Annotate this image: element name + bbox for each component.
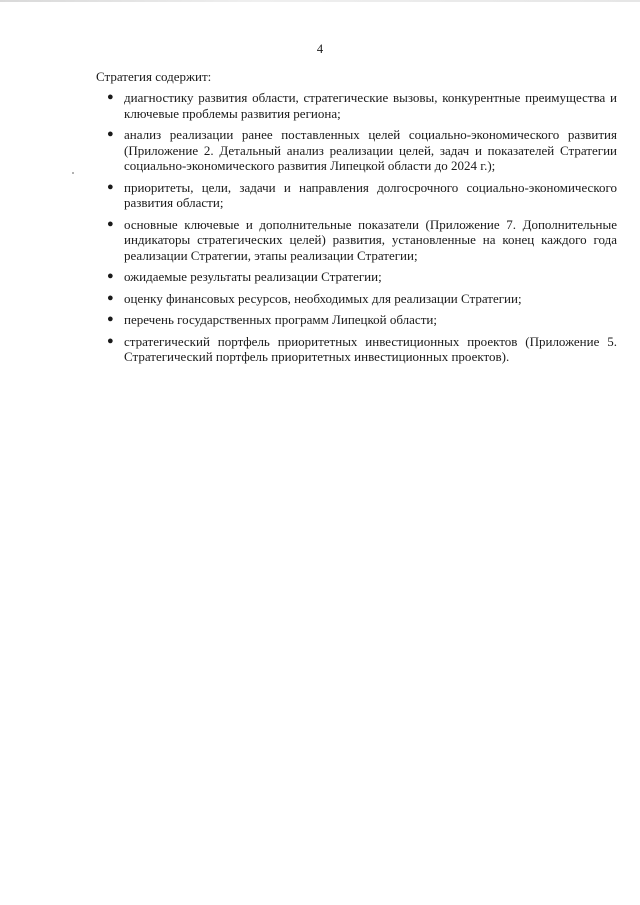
list-item xyxy=(107,217,617,264)
list-item-text: анализ реализации ранее поставленных целей социально-экономического развития (Приложение 2. Детальный анализ реализации целей, задач и показателей Стратегии социально-экономического развития Липецкой области до 2024 г.); xyxy=(124,127,617,173)
intro-text: Стратегия содержит: xyxy=(96,69,212,84)
list-item xyxy=(107,312,617,328)
scan-top-edge xyxy=(0,0,640,2)
list-item xyxy=(107,180,617,211)
list-item-text: оценку финансовых ресурсов, необходимых для реализации Стратегии; xyxy=(124,290,522,306)
bullet-icon: ● xyxy=(107,313,114,325)
bullet-icon: ● xyxy=(107,291,114,304)
list-item xyxy=(107,269,617,285)
page-number: 4 xyxy=(316,42,324,56)
list-item xyxy=(107,291,617,307)
strategy-contents-list xyxy=(107,90,617,371)
bullet-icon: ● xyxy=(107,334,114,347)
list-item-text: приоритеты, цели, задачи и направления долгосрочного социально-экономического развития области; xyxy=(124,179,617,210)
list-item-text: диагностику развития области, стратегические вызовы, конкурентные преимущества и ключевые проблемы развития региона; xyxy=(124,90,617,121)
list-item-text: перечень государственных программ Липецкой области; xyxy=(124,312,437,327)
list-item-text: основные ключевые и дополнительные показатели (Приложение 7. Дополнительные индикаторы стратегических целей) развития, установленные на конец каждого года реализации Стратегии, этапы реализации Стратегии; xyxy=(124,216,617,263)
scan-speck xyxy=(72,172,74,174)
list-item xyxy=(107,90,617,121)
list-item xyxy=(107,334,617,365)
bullet-icon: ● xyxy=(107,270,114,282)
bullet-icon: ● xyxy=(107,128,114,140)
list-item xyxy=(107,127,617,174)
bullet-icon: ● xyxy=(107,217,114,230)
bullet-icon: ● xyxy=(107,180,114,193)
list-item-text: ожидаемые результаты реализации Стратегии; xyxy=(124,269,382,284)
list-item-text: стратегический портфель приоритетных инвестиционных проектов (Приложение 5. Стратегический портфель приоритетных инвестиционных проектов). xyxy=(124,333,617,364)
bullet-icon: ● xyxy=(107,91,114,103)
